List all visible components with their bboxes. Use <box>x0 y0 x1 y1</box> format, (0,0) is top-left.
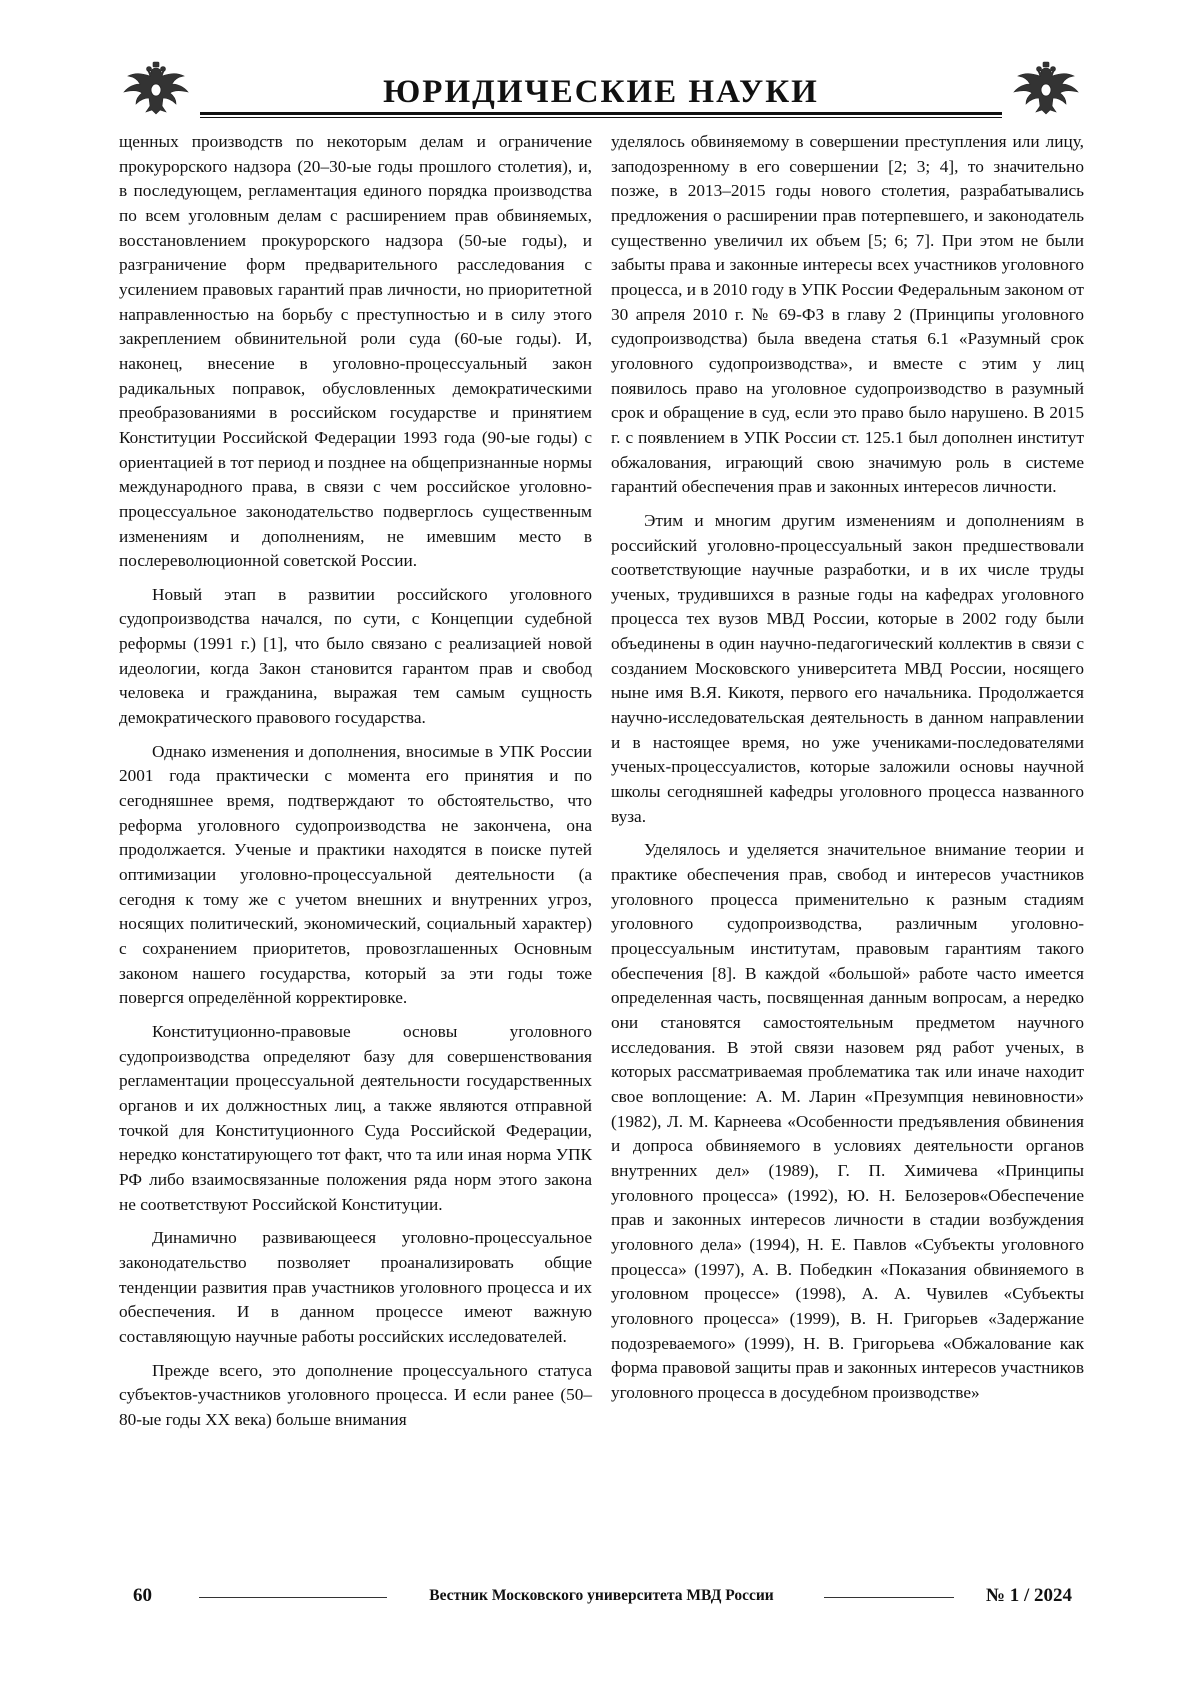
paragraph: щенных производств по некоторым делам и ограничение прокурорского надзора (20–30-ые годы прошлого столетия), и, в последующем, регламентация единого порядка производства по всем уголовным делам с расширением прав обвиняемых, восстановлением прокурорского надзора (50-ые годы), и разграничение форм предварительного расследования с усилением правовых гарантий прав личности, но приоритетной направленностью на борьбу с преступностью и в силу этого закреплением обвинительной роли суда (60-ые годы). И, наконец, внесение в уголовно-процессуальный закон радикальных поправок, обусловленных демократическими преобразованиями в российском государстве и принятием Конституции Российской Федерации 1993 года (90-ые годы) с ориентацией в тот период и позднее на общепризнанные нормы международного права, в связи с чем российское уголовно-процессуальное законодательство подверглось существенным изменениям и дополнениям, не имевшим место в послереволюционной советской России. <box>119 132 592 571</box>
footer-rule-right <box>824 1597 954 1598</box>
page-number: 60 <box>133 1585 152 1606</box>
paragraph: Новый этап в развитии российского уголовного судопроизводства начался, по сути, с Концепции судебной реформы (1991 г.) [1], что было связано с реализацией новой идеологии, когда Закон становится гарантом прав и свобод человека и гражданина, выражая тем самым сущность демократического правового государства. <box>119 584 592 728</box>
paragraph: Этим и многим другим изменениям и дополнениям в российский уголовно-процессуальный закон предшествовали соответствующие научные разработки, и в их числе труды ученых, трудившихся в разные годы на кафедрах уголовного процесса тех вузов МВД России, которые в 2002 году были объединены в один научно-педагогический коллектив в связи с созданием Московского университета МВД России, носящего ныне имя В.Я. Кикотя, первого его начальника. Продолжается научно-исследовательская деятельность в данном направлении и в настоящее время, но уже учениками-последователями ученых-процессуалистов, которые заложили основы научной школы сегодняшней кафедры уголовного процесса названного вуза. <box>611 510 1084 826</box>
paragraph: уделялось обвиняемому в совершении преступления или лицу, заподозренному в его совершении [2; 3; 4], то значительно позже, в 2013–2015 годы нового столетия, разрабатывались предложения о расширении прав потерпевшего, и законодатель существенно увеличил их объем [5; 6; 7]. При этом не были забыты права и законные интересы всех участников уголовного процесса, и в 2010 году в УПК России Федеральным законом от 30 апреля 2010 г. № 69-ФЗ в главу 2 (Принципы уголовного судопроизводства) была введена статья 6.1 «Разумный срок уголовного судопроизводства», и вместе с этим у лиц появилось право на уголовное судопроизводство в разумный срок и обращение в суд, если это право было нарушено. В 2015 г. с появлением в УПК России ст. 125.1 был дополнен институт обжалования, играющий свою значимую роль в системе гарантий обеспечения прав и законных интересов личности. <box>611 132 1084 497</box>
paragraph: Уделялось и уделяется значительное внимание теории и практике обеспечения прав, свобод и интересов участников уголовного процесса применительно к разным стадиям уголовного судопроизводства, различным уголовно-процессуальным институтам, правовым гарантиям такого обеспечения [8]. В каждой «большой» работе часто имеется определенная часть, посвященная данным вопросам, а нередко они становятся самостоятельным предметом научного исследования. В этой связи назовем ряд работ ученых, в которых рассматриваемая проблематика так или иначе находит свое воплощение: А. М. Ларин «Презумпция невиновности» (1982), Л. М. Карнеева «Особенности предъявления обвинения и допроса обвиняемого в условиях деятельности органов внутренних дел» (1989), Г. П. Химичева «Принципы уголовного процесса» (1992), Ю. Н. Белозеров«Обеспечение прав и законных интересов личности в стадии возбуждения уголовного дела» (1994), Н. Е. Павлов «Субъекты уголовного процесса» (1997), А. В. Победкин «Показания обвиняемого в уголовном процессе» (1998), А. А. Чувилев «Субъекты уголовного процесса» (1999), В. Н. Григорьев «Задержание подозреваемого» (1999), Н. В. Григорьева «Обжалование как форма правовой защиты прав и законных интересов участников уголовного процесса в досудебном производстве» <box>611 840 1084 1402</box>
double-headed-eagle-icon <box>1010 60 1082 120</box>
page-footer <box>119 1585 1084 1615</box>
paragraph: Однако изменения и дополнения, вносимые в УПК России 2001 года практически с момента его принятия и по сегодняшнее время, подтверждают то обстоятельство, что реформа уголовного судопроизводства не закончена, она продолжается. Ученые и практики находятся в поиске путей оптимизации уголовно-процессуальной деятельности (а сегодня к тому же с учетом внешних и внутренних угроз, носящих политический, экономический, социальный характер) с сохранением приоритетов, провозглашенных Основным законом нашего государства, который за эти годы тоже повергся определённой корректировке. <box>119 741 592 1008</box>
section-title: ЮРИДИЧЕСКИЕ НАУКИ <box>383 74 819 110</box>
journal-name: Вестник Московского университета МВД России <box>429 1587 774 1604</box>
paragraph: Прежде всего, это дополнение процессуального статуса субъектов-участников уголовного процесса. И если ранее (50–80-ые годы XX века) больше внимания <box>119 1360 592 1429</box>
header-rule <box>200 112 1002 115</box>
header-rule-thin <box>200 117 1002 118</box>
issue-number: № 1 / 2024 <box>985 1585 1072 1606</box>
left-column <box>119 130 592 1432</box>
paragraph: Конституционно-правовые основы уголовного судопроизводства определяют базу для совершенствования регламентации процессуальной деятельности государственных органов и их должностных лиц, а также являются отправной точкой для Конституционного Суда Российской Федерации, нередко констатирующего тот факт, что та или иная норма УПК РФ либо взаимосвязанные положения ряда норм этого закона не соответствуют Российской Конституции. <box>119 1021 592 1214</box>
page-header <box>120 60 1082 120</box>
right-column <box>611 130 1084 1405</box>
paragraph: Динамично развивающееся уголовно-процессуальное законодательство позволяет проанализировать общие тенденции развития прав участников уголовного процесса и их обеспечения. И в данном процессе имеют важную составляющую научные работы российских исследователей. <box>119 1228 592 1346</box>
